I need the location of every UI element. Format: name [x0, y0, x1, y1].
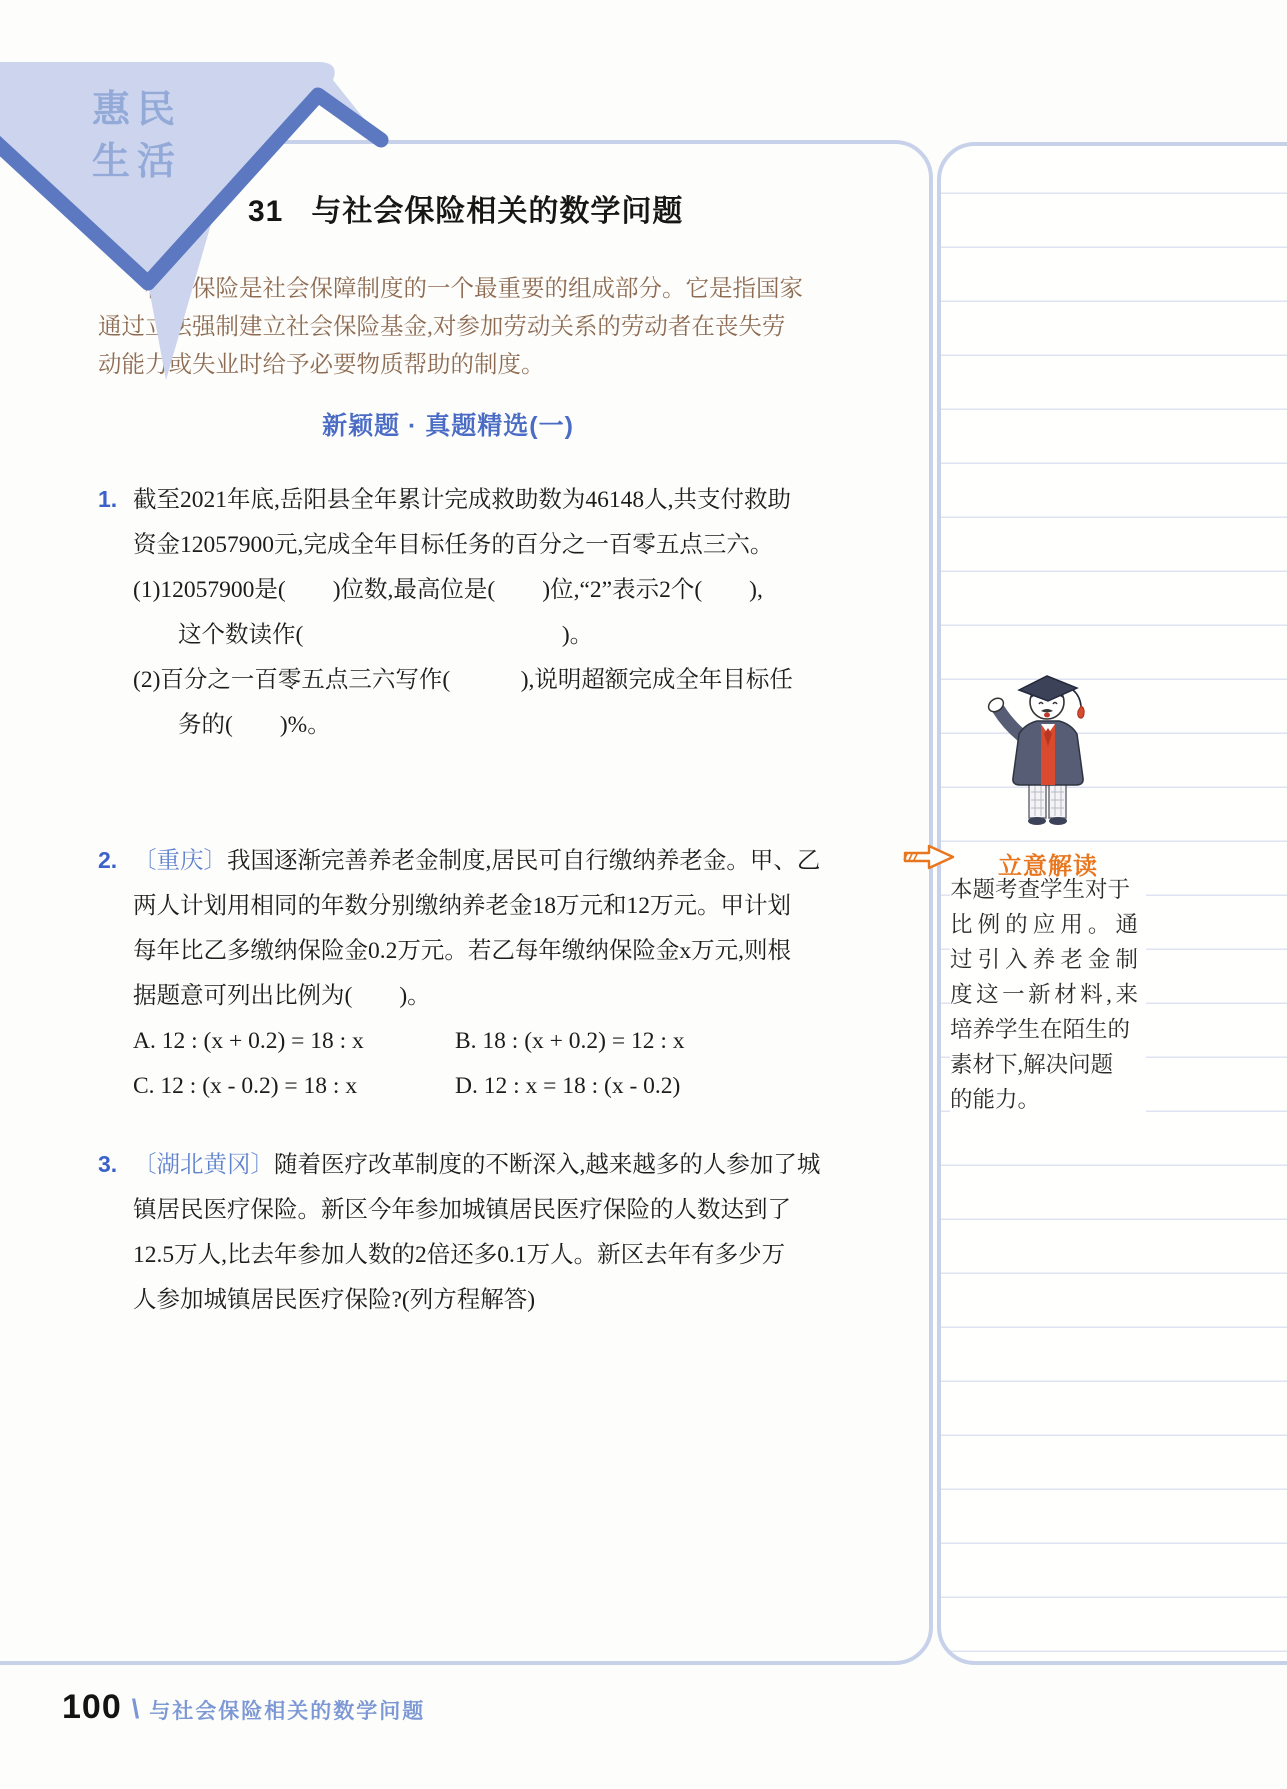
page-badge [92, 84, 182, 188]
note-line: 比例的应用。通 [950, 912, 1138, 937]
problem-text: 随着医疗改革制度的不断深入,越来越多的人参加了城 [274, 1152, 821, 1178]
problem-line: 人参加城镇居民医疗保险?(列方程解答) [133, 1287, 536, 1313]
option-row [98, 1064, 828, 1109]
problem-line: (1)12057900是( )位数,最高位是( )位,“2”表示2个( ), [133, 577, 763, 603]
mascot-tassel-cord [1073, 690, 1081, 706]
problem-number: 3. [98, 1151, 118, 1177]
note-line: 过引入养老金制 [950, 947, 1138, 972]
option-d: D. 12 : x = 18 : (x - 0.2) [455, 1073, 681, 1099]
problem-line [98, 1142, 828, 1188]
problem-source-tag: 〔重庆〕 [133, 848, 227, 874]
option-row [98, 1019, 828, 1064]
problem-line: 每年比乙多缴纳保险金0.2万元。若乙每年缴纳保险金x万元,则根 [133, 938, 791, 964]
graduate-mascot-illustration [985, 668, 1113, 832]
page-number: 100 [62, 1688, 122, 1726]
note-line: 的能力。 [950, 1087, 1041, 1112]
problem-number: 2. [98, 847, 118, 873]
mascot-pants [1028, 784, 1067, 825]
problem-text: 截至2021年底,岳阳县全年累计完成救助数为46148人,共支付救助 [133, 487, 791, 513]
intro-line: 社会保险是社会保障制度的一个最重要的组成部分。它是指国家 [145, 276, 803, 302]
footer-chapter-title: 与社会保险相关的数学问题 [149, 1700, 426, 1723]
mascot-mouth [1044, 713, 1050, 718]
problem-line: 12.5万人,比去年参加人数的2倍还多0.1万人。新区去年有多少万 [133, 1242, 786, 1268]
badge-line-1: 惠民 [92, 89, 183, 131]
problem-line: 据题意可列出比例为( )。 [133, 983, 431, 1009]
problem-number: 1. [98, 486, 118, 512]
problem-line: 资金12057900元,完成全年目标任务的百分之一百零五点三六。 [133, 532, 774, 558]
note-line: 培养学生在陌生的 [950, 1017, 1131, 1042]
section-header: 新颖题 · 真题精选(一) [322, 412, 574, 440]
problem-line: 镇居民医疗保险。新区今年参加城镇居民医疗保险的人数达到了 [133, 1197, 791, 1223]
problem-source-tag: 〔湖北黄冈〕 [133, 1152, 274, 1178]
mascot-tassel [1078, 706, 1084, 718]
corner-banner-decoration [0, 40, 400, 400]
option-a: A. 12 : (x + 0.2) = 18 : x [133, 1028, 364, 1054]
problem-line: 两人计划用相同的年数分别缴纳养老金18万元和12万元。甲计划 [133, 893, 791, 919]
note-line: 本题考查学生对于 [950, 877, 1131, 902]
margin-note [950, 872, 1146, 1117]
arrow-right-icon [901, 842, 957, 872]
page-footer [62, 1688, 425, 1727]
intro-line: 通过立法强制建立社会保险基金,对参加劳动关系的劳动者在丧失劳 [98, 314, 786, 340]
problem-line: 这个数读作( )。 [178, 622, 594, 648]
problem-text: 我国逐渐完善养老金制度,居民可自行缴纳养老金。甲、乙 [227, 848, 821, 874]
option-c: C. 12 : (x - 0.2) = 18 : x [133, 1073, 358, 1099]
chapter-title-text: 与社会保险相关的数学问题 [311, 195, 684, 228]
problem-line [98, 477, 828, 523]
intro-line: 动能力或失业时给予必要物质帮助的制度。 [98, 352, 545, 378]
footer-separator: \ [131, 1694, 140, 1724]
note-line: 度这一新材料,来 [950, 982, 1138, 1007]
callout-title: 立意解读 [998, 853, 1098, 880]
problem-line [98, 838, 828, 884]
badge-line-2: 生活 [92, 141, 183, 183]
banner-fill-shape [0, 62, 381, 380]
problem-2 [98, 838, 828, 1109]
note-line: 素材下,解决问题 [950, 1052, 1114, 1077]
problem-3 [98, 1142, 828, 1323]
problem-1 [98, 477, 828, 748]
mascot-graduation-cap [1019, 676, 1077, 701]
chapter-number: 31 [248, 195, 284, 228]
problem-line: 务的( )%。 [178, 712, 331, 738]
problem-line: (2)百分之一百零五点三六写作( ),说明超额完成全年目标任 [133, 667, 793, 693]
option-b: B. 18 : (x + 0.2) = 12 : x [455, 1028, 685, 1054]
